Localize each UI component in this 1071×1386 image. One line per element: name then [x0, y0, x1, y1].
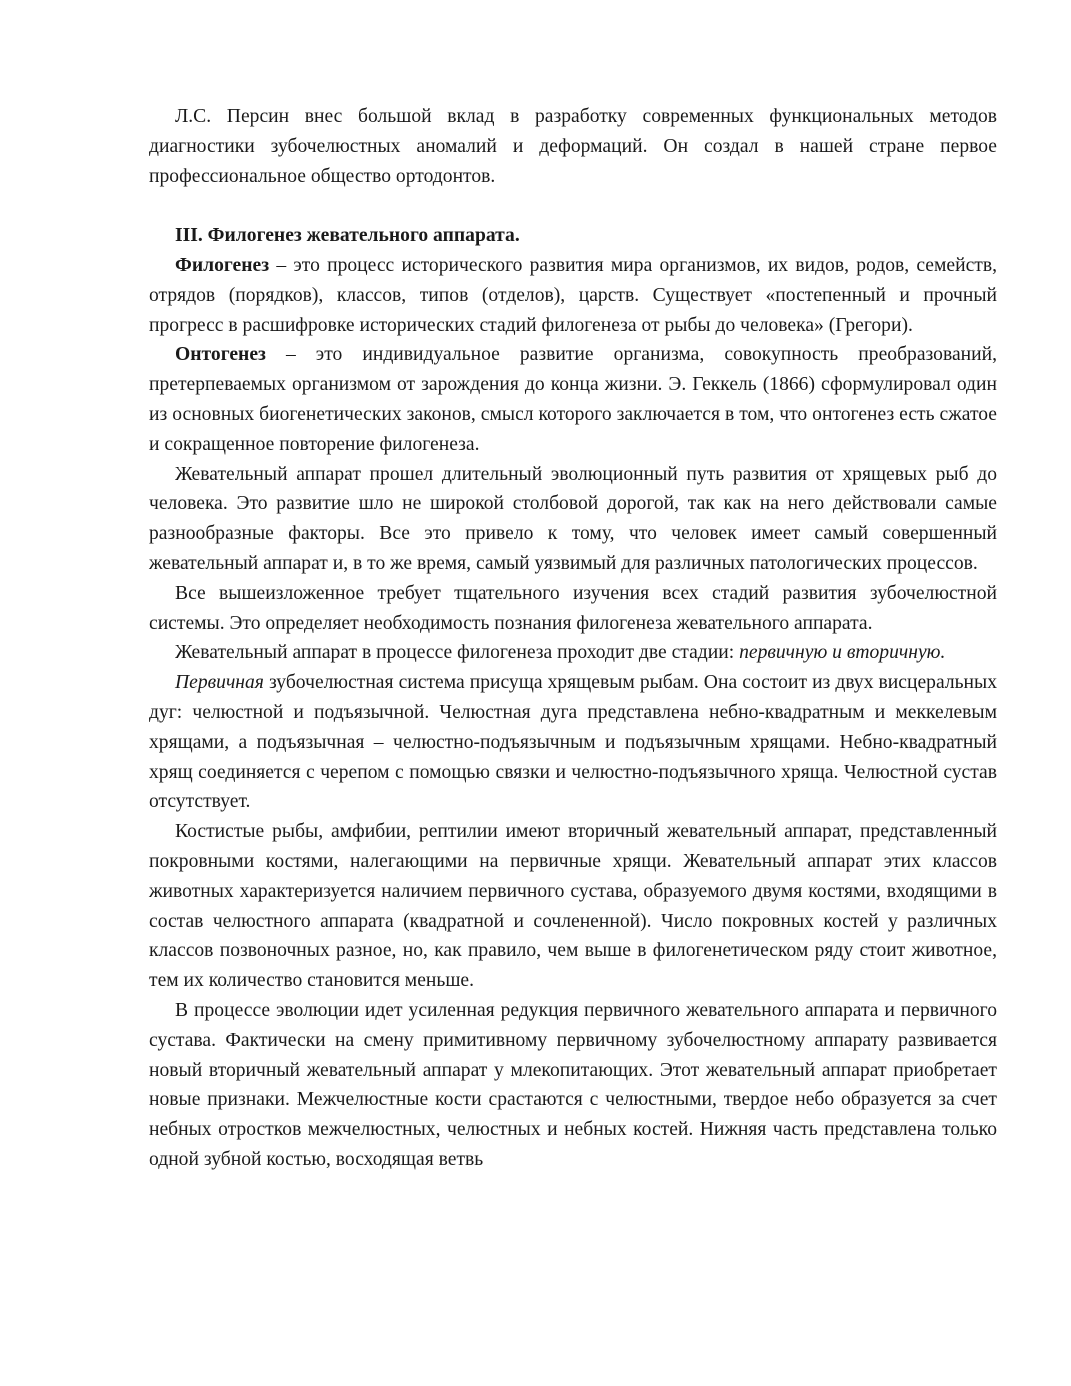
- document-page: [149, 102, 997, 1175]
- phylogenesis-term: Филогенез: [175, 254, 270, 276]
- stages-italic: первичную и вторичную.: [739, 642, 946, 664]
- bony-fish-paragraph: Костистые рыбы, амфибии, рептилии имеют вторичный жевательный аппарат, представленный покровными костями, налегающими на первичные хрящи. Жевательный аппарат этих классов животных характеризуется наличием первичного сустава, образуемого двумя костями, входящими в состав челюстного аппарата (квадратной и сочлененной). Число покровных костей у различных классов позвоночных разное, но, как правило, чем выше в филогенетическом ряду стоит животное, тем их количество становится меньше.: [149, 821, 997, 992]
- section-heading: [149, 221, 997, 251]
- stages-paragraph: [149, 638, 997, 668]
- ontogenesis-definition: – это индивидуальное развитие организма, совокупность преобразований, претерпеваемых организмом от зарождения до конца жизни. Э. Геккель (1866) сформулировал один из основных биогенетических законов, смысл которого заключается в том, что онтогенез есть сжатое и сокращенное повторение филогенеза.: [149, 344, 997, 455]
- reduction-paragraph: В процессе эволюции идет усиленная редукция первичного жевательного аппарата и первичного сустава. Фактически на смену примитивному первичному зубочелюстному аппарату развивается новый вторичный жевательный аппарат у млекопитающих. Этот жевательный аппарат приобретает новые признаки. Межчелюстные кости срастаются с челюстными, твердое небо образуется за счет небных отростков межчелюстных, челюстных и небных костей. Нижняя часть представлена только одной зубной костью, восходящая ветвь: [149, 999, 997, 1170]
- paragraph-gap: [149, 191, 997, 221]
- ontogenesis-paragraph: [149, 340, 997, 459]
- study-paragraph: Все вышеизложенное требует тщательного изучения всех стадий развития зубочелюстной системы. Это определяет необходимость познания филогенеза жевательного аппарата.: [149, 582, 997, 634]
- phylogenesis-paragraph: [149, 251, 997, 340]
- ontogenesis-term: Онтогенез: [175, 344, 266, 366]
- section-heading-text: III. Филогенез жевательного аппарата.: [175, 225, 520, 247]
- intro-paragraph: Л.С. Персин внес большой вклад в разработку современных функциональных методов диагностики зубочелюстных аномалий и деформаций. Он создал в нашей стране первое профессиональное общество ортодонтов.: [149, 106, 997, 187]
- primary-text: зубочелюстная система присуща хрящевым рыбам. Она состоит из двух висцеральных дуг: челюстной и подъязычной. Челюстная дуга представлена небно-квадратным и меккелевым хрящами, а подъязычная – челюстно-подъязычным и подъязычным хрящами. Небно-квадратный хрящ соединяется с черепом с помощью связки и челюстно-подъязычного хряща. Челюстной сустав отсутствует.: [149, 672, 997, 813]
- evolution-paragraph: Жевательный аппарат прошел длительный эволюционный путь развития от хрящевых рыб до человека. Это развитие шло не широкой столбовой дорогой, так как на него действовали самые разнообразные факторы. Все это привело к тому, что человек имеет самый совершенный жевательный аппарат и, в то же время, самый уязвимый для различных патологических процессов.: [149, 463, 997, 574]
- primary-paragraph: [149, 668, 997, 817]
- primary-italic-start: Первичная: [175, 672, 264, 694]
- phylogenesis-definition: – это процесс исторического развития мира организмов, их видов, родов, семейств, отрядов (порядков), классов, типов (отделов), царств. Существует «постепенный и прочный прогресс в расшифровке исторических стадий филогенеза от рыбы до человека» (Грегори).: [149, 254, 997, 336]
- stages-text: Жевательный аппарат в процессе филогенеза проходит две стадии:: [175, 642, 740, 664]
